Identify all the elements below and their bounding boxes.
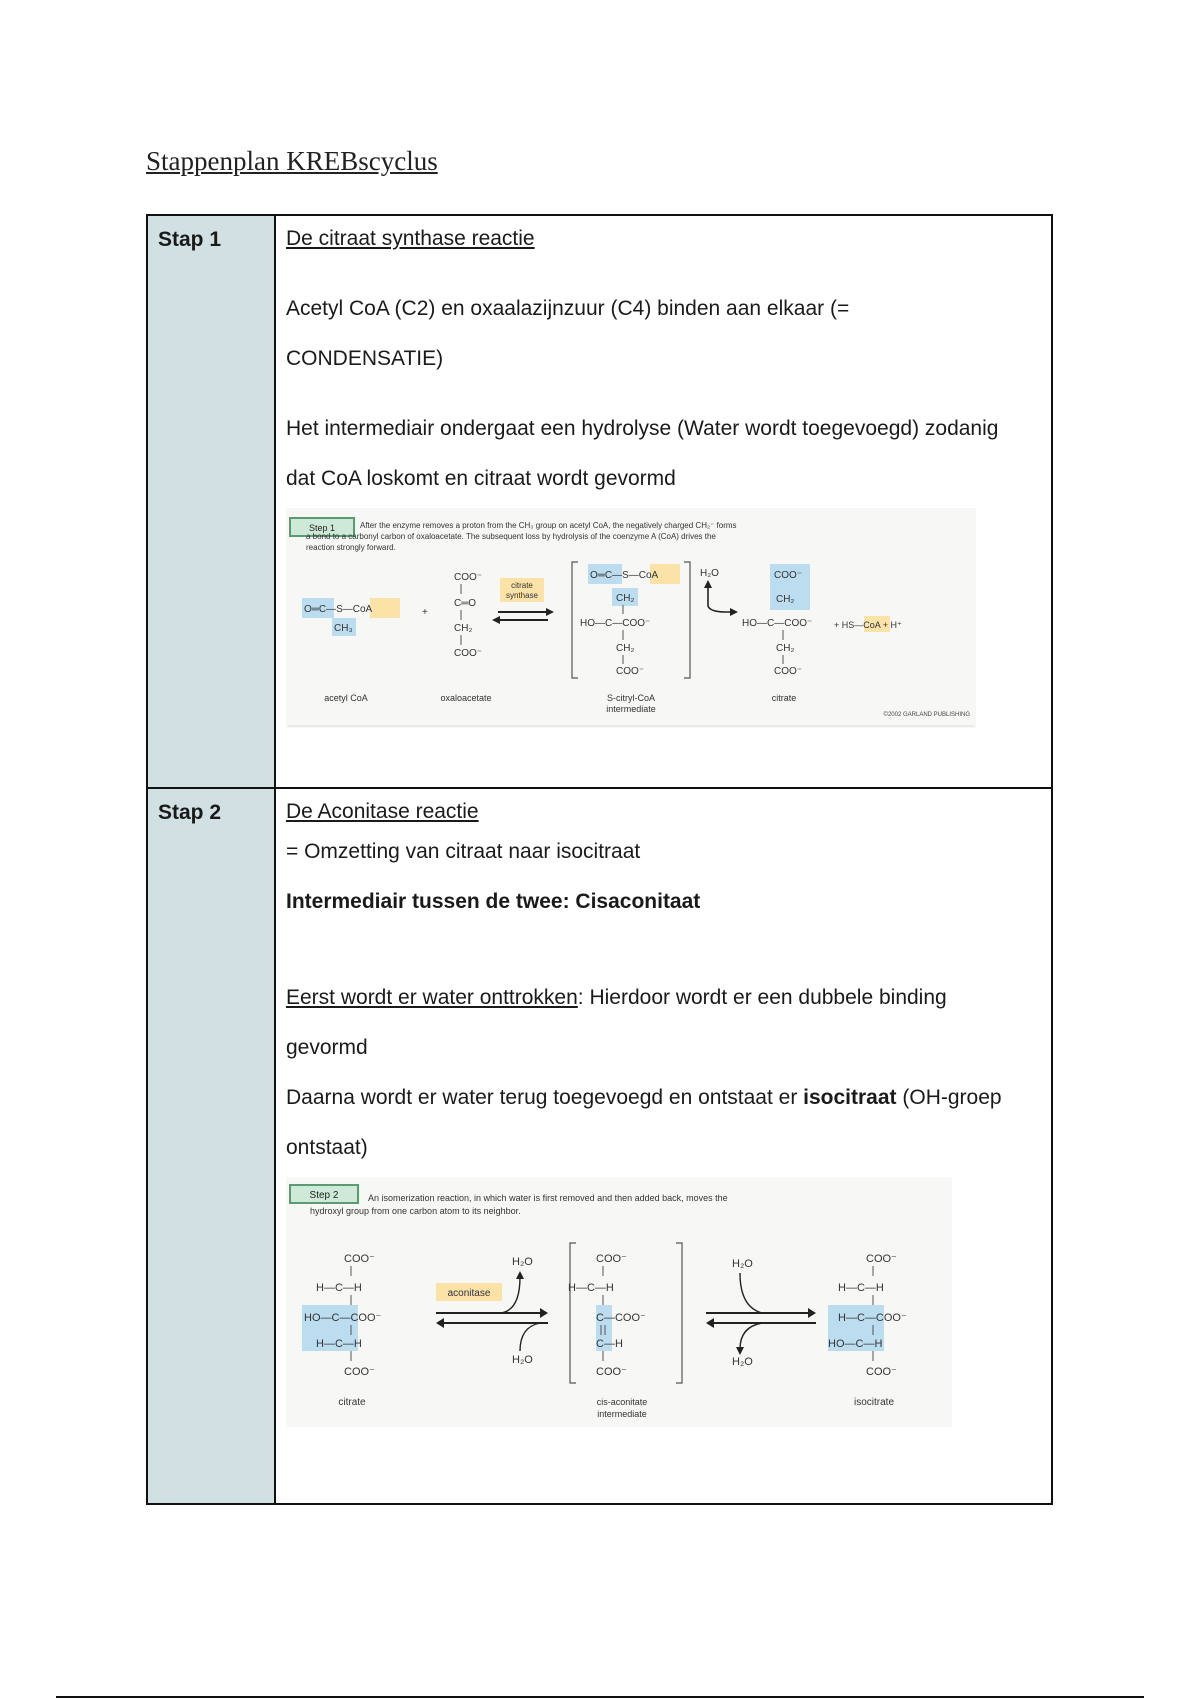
label-isocitrate: isocitrate xyxy=(853,1397,895,1408)
inter-ch2-bottom: CH₂ xyxy=(616,643,635,654)
label-cis-2: intermediate xyxy=(597,1409,647,1419)
citrate2-coo-bottom: COO⁻ xyxy=(344,1366,375,1378)
step2-reaction-figure xyxy=(286,1177,952,1427)
enzyme-citrate: citrate xyxy=(511,581,533,590)
oxalo-ch2: CH₂ xyxy=(454,623,473,634)
citrate-ch2-top: CH₂ xyxy=(776,594,795,605)
acetyl-coa-highlight xyxy=(370,598,400,618)
plus-sign: + xyxy=(422,607,428,618)
step1-reaction-figure xyxy=(286,508,976,728)
step2-text-3-bold: isocitraat xyxy=(803,1086,897,1109)
acetyl-coa-formula: O═C—S—CoA xyxy=(304,604,373,615)
label-intermediate-2: intermediate xyxy=(606,704,656,714)
step1-credit: ©2002 GARLAND PUBLISHING xyxy=(883,712,970,718)
water-out-2: H₂O xyxy=(732,1356,753,1368)
step1-text-1: Acetyl CoA (C2) en oxaalazijnzuur (C4) binden aan elkaar (= xyxy=(286,297,850,320)
step2-text-1-underlined: Eerst wordt er water onttrokken xyxy=(286,986,578,1009)
cis-hch: H—C—H xyxy=(568,1282,614,1294)
label-intermediate-1: S-citryl-CoA xyxy=(606,693,656,703)
step2-text-1 xyxy=(286,973,1041,1023)
step-content-1 xyxy=(275,215,1052,788)
inter-ch2-top: CH₂ xyxy=(616,593,635,604)
step2-text-4: ontstaat) xyxy=(286,1136,368,1159)
steps-table xyxy=(146,214,1053,1505)
enzyme-synthase: synthase xyxy=(505,591,539,600)
cis-c-coo: C—COO⁻ xyxy=(596,1312,646,1324)
step1-text-2: CONDENSATIE) xyxy=(286,347,444,370)
citrate2-hch: H—C—H xyxy=(316,1282,362,1294)
step1-products: + HS—CoA + H⁺ xyxy=(834,620,902,630)
step-content-2 xyxy=(275,788,1052,1504)
water-in-2: H₂O xyxy=(732,1258,753,1270)
step1-caption-3: reaction strongly forward. xyxy=(306,543,396,552)
step-row-2 xyxy=(147,788,1052,1504)
iso-ho-c-h: HO—C—H xyxy=(828,1338,883,1350)
oxalo-coo-top: COO⁻ xyxy=(454,572,483,583)
iso-coo-bottom: COO⁻ xyxy=(866,1366,897,1378)
oxalo-coo-bottom: COO⁻ xyxy=(454,648,483,659)
step-row-1 xyxy=(147,215,1052,788)
water-in-1: H₂O xyxy=(512,1354,533,1366)
citrate-coo-bottom: COO⁻ xyxy=(774,666,803,677)
page-bottom-rule xyxy=(56,1696,1144,1698)
step1-heading: De citraat synthase reactie xyxy=(286,227,535,250)
step-label-1: Stap 1 xyxy=(147,215,275,788)
inter-top: O═C—S—CoA xyxy=(590,570,659,581)
citrate-ch2-bottom: CH₂ xyxy=(776,643,795,654)
step2-text-1-rest: : Hierdoor wordt er een dubbele binding xyxy=(577,986,947,1009)
water-out-1: H₂O xyxy=(512,1256,533,1268)
step2-caption-1: An isomerization reaction, in which water is first removed and then added back, moves the xyxy=(368,1193,728,1203)
acetyl-ch3: CH₃ xyxy=(334,623,353,634)
cis-c-h: C—H xyxy=(596,1338,623,1350)
citrate-ho-c-coo: HO—C—COO⁻ xyxy=(742,618,813,629)
page-title: Stappenplan KREBscyclus xyxy=(146,146,438,176)
iso-hch: H—C—H xyxy=(838,1282,884,1294)
step2-heading: De Aconitase reactie xyxy=(286,800,479,823)
step2-text-3-post: (OH-groep xyxy=(896,1086,1002,1109)
step2-text-3 xyxy=(286,1073,1041,1123)
step2-badge-text: Step 2 xyxy=(309,1190,339,1201)
step2-caption-2: hydroxyl group from one carbon atom to its neighbor. xyxy=(310,1206,521,1216)
step1-water: H₂O xyxy=(700,568,719,579)
label-citrate: citrate xyxy=(771,693,797,703)
cis-coo-bottom: COO⁻ xyxy=(596,1366,627,1378)
iso-coo-top: COO⁻ xyxy=(866,1253,897,1265)
label-acetyl-coa: acetyl CoA xyxy=(324,693,368,703)
step2-line-1: = Omzetting van citraat naar isocitraat xyxy=(286,840,641,863)
citrate2-hch-2: H—C—H xyxy=(316,1338,362,1350)
step1-badge-text: Step 1 xyxy=(308,523,336,533)
step1-text-3: Het intermediair ondergaat een hydrolyse (Water wordt toegevoegd) zodanig xyxy=(286,417,999,440)
step-label-2: Stap 2 xyxy=(147,788,275,1504)
label-cis-1: cis-aconitate xyxy=(596,1397,648,1407)
citrate2-ho-c-coo: HO—C—COO⁻ xyxy=(304,1312,382,1324)
step1-caption-2: a bond to a carbonyl carbon of oxaloacetate. The subsequent loss by hydrolysis of the coenzyme A (CoA) drives the xyxy=(306,532,716,541)
inter-coo: COO⁻ xyxy=(616,666,645,677)
label-oxaloacetate: oxaloacetate xyxy=(440,693,492,703)
step2-text-3-pre: Daarna wordt er water terug toegevoegd en ontstaat er xyxy=(286,1086,804,1109)
step2-text-2: gevormd xyxy=(286,1036,368,1059)
iso-h-c-coo: H—C—COO⁻ xyxy=(838,1312,907,1324)
citrate-coo-top: COO⁻ xyxy=(774,570,803,581)
step1-text-4: dat CoA loskomt en citraat wordt gevormd xyxy=(286,467,676,490)
label-citrate-2: citrate xyxy=(338,1397,366,1408)
enzyme-aconitase: aconitase xyxy=(447,1288,491,1299)
oxalo-co: C═O xyxy=(454,598,477,609)
citrate2-coo-top: COO⁻ xyxy=(344,1253,375,1265)
step2-line-2: Intermediair tussen de twee: Cisaconitaat xyxy=(286,890,701,913)
inter-ho-c-coo: HO—C—COO⁻ xyxy=(580,618,651,629)
step1-caption-1: After the enzyme removes a proton from the CH₃ group on acetyl CoA, the negatively charged CH₂⁻ forms xyxy=(360,521,737,530)
cis-coo-top: COO⁻ xyxy=(596,1253,627,1265)
